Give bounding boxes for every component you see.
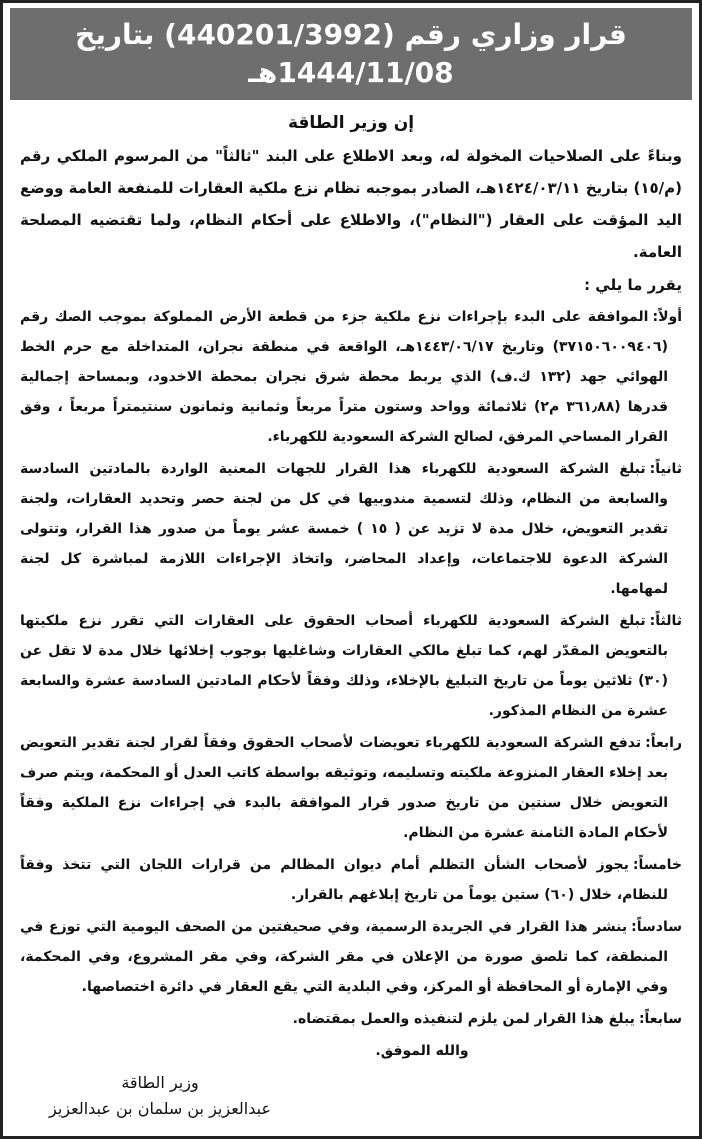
- clause-6: [20, 912, 682, 1002]
- signature-title: وزير الطاقة: [121, 1073, 199, 1092]
- clause-label: أولاً:: [652, 309, 682, 325]
- clause-text: تبلغ الشركة السعودية للكهرباء أصحاب الحقوق على العقارات التي تقرر نزع ملكيتها بالتعويض: [20, 613, 669, 659]
- clause-label: ثانياً:: [649, 461, 682, 477]
- clause-text: خلال (٦٠) ستين يوماً من تاريخ إبلاغهم بالقرار.: [290, 887, 612, 903]
- heading: إن وزير الطاقة: [287, 113, 415, 133]
- clause-text: صرف التعويض خلال سنتين من تاريخ صدور قرار الموافقة بالبدء في إجراءات نزع الملكية وفقاً: [20, 765, 668, 811]
- clause-label: سابعاً:: [638, 1011, 682, 1027]
- clause-text: سنتيمتراً مربعاً ، وفق القرار المساحي المرفق، لصالح الشركة السعودية للكهرباء.: [20, 399, 668, 445]
- clauses: [20, 302, 682, 1034]
- clause-5: [20, 850, 682, 910]
- clause-text: الموافقة على البدء بإجراءات نزع ملكية جزء من قطعة الأرض المملوكة بموجب الصك رقم: [20, 309, 649, 325]
- closing-text: والله الموفق.: [375, 1043, 469, 1059]
- clause-label: رابعاً:: [645, 735, 682, 751]
- clause-2: [20, 454, 682, 604]
- clause-text: يبلغ هذا القرار لمن يلزم لتنفيذه والعمل بمقتضاه.: [292, 1011, 635, 1027]
- clause-1: [20, 302, 682, 452]
- preamble-line: وبناءً على الصلاحيات المخولة له، وبعد الاطلاع على البند "ثالثاً" من المرسوم الملكي رقم (م/١٥): [20, 147, 682, 197]
- clause-text: المقدّر لهم، كما تبلغ مالكي العقارات وشاغليها بوجوب إخلائها خلال مدة لا تقل عن (٣٠) ثلاثين: [20, 643, 669, 689]
- preamble: [20, 140, 682, 268]
- decides-heading: يقرر ما يلي :: [584, 276, 682, 294]
- clause-text: تدفع الشركة السعودية للكهرباء تعويضات لأصحاب الحقوق وفقاً لقرار لجنة تقدير التعويض: [20, 735, 642, 751]
- clause-text: أو المحافظة أو المركز، وفي البلدية التي يقع العقار في دائرة اختصاصها.: [81, 979, 581, 995]
- clause-text: بعد إخلاء العقار المنزوعة ملكيته وتسليمه، وتوثيقه بواسطة كاتب العدل أو المحكمة، ويتم: [63, 765, 668, 781]
- preamble-line: بتاريخ ١٤٢٤/٠٣/١١هـ، الصادر بموجبه نظام نزع ملكية العقارات للمنفعة العامة ووضع اليد: [20, 179, 682, 229]
- clause-text: وبمساحة إجمالية قدرها (٣٦١٫٨٨ م٢) ثلاثمائة وواحد وستون متراً مربعاً وثمانية وثمانون: [20, 369, 668, 415]
- clause-text: يوماً من تاريخ التبليغ بالإخلاء، وذلك وفقاً لأحكام المادتين السادسة عشرة والسابعة عشرة من: [20, 673, 668, 719]
- clause-text: النظام المذكور.: [488, 703, 597, 719]
- clause-7: [20, 1004, 682, 1034]
- clause-text: حرم الخط الهوائي جهد (١٣٢ ك.ف) الذي يربط محطة شرق نجران بمحطة الاخدود،: [20, 339, 669, 385]
- clause-text: تبلغ الشركة السعودية للكهرباء هذا القرار للجهات المعنية الواردة بالمادتين السادسة والسابعة: [20, 461, 669, 507]
- clause-text: من النظام، وذلك لتسمية مندوبيها في كل من لجنة حصر وتحديد العقارات، ولجنة تقدير: [20, 491, 668, 537]
- clause-text: ينشر هذا القرار في الجريدة الرسمية، وفي صحيفتين من الصحف اليومية التي توزع في: [20, 919, 628, 935]
- decision-title: قرار وزاري رقم (440201/3992) بتاريخ 1444/11/08هـ: [75, 18, 627, 89]
- clause-text: لأحكام المادة الثامنة عشرة من النظام.: [403, 825, 668, 841]
- clause-4: [20, 728, 682, 848]
- clause-text: التعويض، خلال مدة لا تزيد عن ( ١٥ ) خمسة عشر يوماً من صدور هذا القرار، وتتولى الشركة: [20, 521, 669, 567]
- decision-title-banner: [10, 8, 692, 100]
- clause-text: يجوز لأصحاب الشأن التظلم أمام ديوان المظالم من قرارات اللجان التي تتخذ وفقاً للنظام،: [20, 857, 668, 903]
- signature-name: عبدالعزيز بن سلمان بن عبدالعزيز: [48, 1099, 272, 1118]
- clause-3: [20, 606, 682, 726]
- document-body: [10, 106, 692, 1122]
- clause-label: سادساً:: [631, 919, 682, 935]
- preamble-line: المؤقت على العقار ("النظام")، والاطلاع على أحكام النظام، ولما تقتضيه المصلحة العامة.: [20, 211, 682, 261]
- signature: [10, 1070, 310, 1122]
- clause-text: الدعوة للاجتماعات، وإعداد المحاضر، واتخاذ الإجراءات اللازمة لمباشرة كل لجنة لمهامها.: [20, 551, 668, 597]
- clause-text: (٣٧١٥٠٦٠٠٩٤٠٦) وتاريخ ١٤٤٣/٠٦/١٧هـ، الواقعة في منطقة نجران، المتداخلة مع: [100, 339, 668, 355]
- clause-label: خامساً:: [632, 857, 682, 873]
- clause-text: المنطقة، كما تلصق صورة من الإعلان في مقر الشركة، وفي مقر المشروع، وفي المحكمة، وفي الإمارة: [20, 949, 668, 995]
- clause-label: ثالثاً:: [649, 613, 682, 629]
